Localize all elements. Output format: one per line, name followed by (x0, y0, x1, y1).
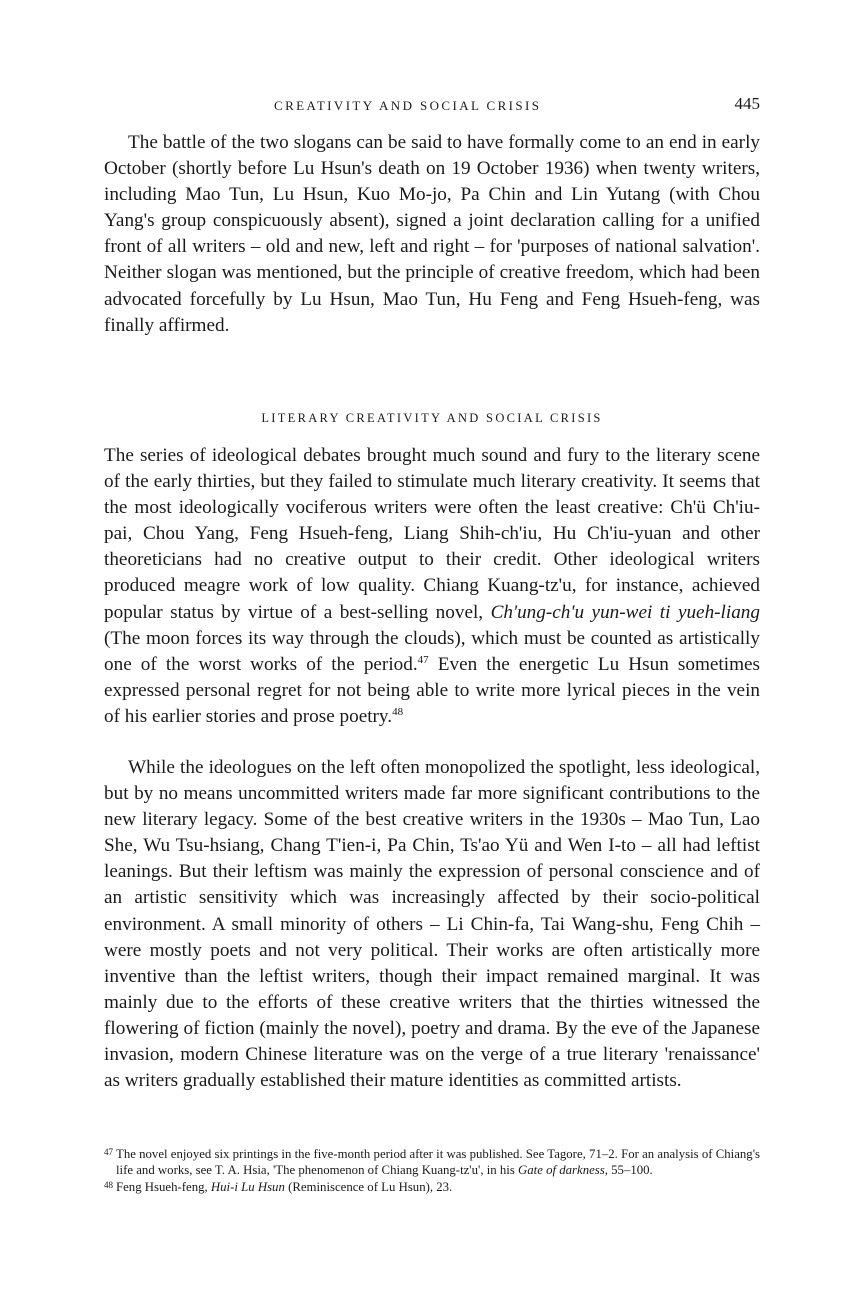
footnote-text: The novel enjoyed six printings in the five-month period after it was published. See Tagore, 71–2. For an analysis of Chiang's life and works, see T. A. Hsia, 'The phenomenon of Chiang Kuang-tz'u', in his (116, 1147, 760, 1177)
paragraph-1: The battle of the two slogans can be said to have formally come to an end in early October (shortly before Lu Hsun's death on 19 October 1936) when twenty writers, including Mao Tun, Lu Hsun, Kuo Mo-jo, Pa Chin and Lin Yutang (with Chou Yang's group conspicuously absent), signed a joint declaration calling for a unified front of all writers – old and new, left and right – for 'purposes of national salvation'. Neither slogan was mentioned, but the principle of creative freedom, which had been advocated forcefully by Lu Hsun, Mao Tun, Hu Feng and Feng Hsueh-feng, was finally affirmed. (104, 132, 760, 336)
page-number: 445 (734, 94, 760, 113)
footnote-text: (Reminiscence of Lu Hsun), 23. (288, 1180, 453, 1194)
footnote-ref-48[interactable]: 48 (392, 705, 404, 718)
footnote-48 (104, 1179, 760, 1195)
novel-title: Ch'ung-ch'u yun-wei ti yueh-liang (490, 601, 760, 623)
footnote-number: 48 (104, 1180, 113, 1190)
paragraph-2-text-a: The series of ideological debates brought much sound and fury to the literary scene of the early thirties, but they failed to stimulate much literary creativity. It seems that the most ideologically vociferous writers were often the least creative: Ch'ü Ch'iu-pai, Chou Yang, Feng Hsueh-feng, Liang Shih-ch'iu, Hu Ch'iu-yuan and other theoreticians had no creative output to their credit. Other ideological writers produced meagre work of low quality. Chiang Kuang-tz'u, for instance, achieved popular status by virtue of a best-selling novel, (104, 445, 760, 623)
footnote-text: Feng Hsueh-feng, (116, 1180, 208, 1194)
footnotes (104, 1146, 760, 1196)
paragraph-3: While the ideologues on the left often monopolized the spotlight, less ideological, but by no means uncommitted writers made far more significant contributions to the new literary legacy. Some of the best creative writers in the 1930s – Mao Tun, Lao She, Wu Tsu-hsiang, Chang T'ien-i, Pa Chin, Ts'ao Yü and Wen I-to – all had leftist leanings. But their leftism was mainly the expression of personal conscience and of an artistic sensitivity which was increasingly affected by their socio-political environment. A small minority of others – Li Chin-fa, Tai Wang-shu, Feng Chih – were mostly poets and not very political. Their works are often artistically more inventive than the leftist writers, though their impact remained marginal. It was mainly due to the efforts of these creative writers that the thirties witnessed the flowering of fiction (mainly the novel), poetry and drama. By the eve of the Japanese invasion, modern Chinese literature was on the verge of a true literary 'renaissance' as writers gradually established their mature identities as committed artists. (104, 757, 760, 1092)
footnote-ref-47[interactable]: 47 (417, 653, 429, 666)
running-head-title: CREATIVITY AND SOCIAL CRISIS (274, 98, 542, 113)
paragraph-2 (104, 443, 760, 730)
footnote-italic-title: Gate of darkness, (518, 1163, 608, 1177)
paragraph-2-text-c: Even the energetic Lu Hsun sometimes expressed personal regret for not being able to write more lyrical pieces in the vein of his earlier stories and prose poetry. (104, 653, 760, 727)
running-head (104, 96, 760, 116)
footnote-text: 55–100. (611, 1163, 653, 1177)
paragraph-2-text-b: (The moon forces its way through the clouds), which must be counted as artistically one of the worst works of the period. (104, 627, 760, 675)
section-heading: LITERARY CREATIVITY AND SOCIAL CRISIS (261, 411, 603, 425)
footnote-number: 47 (104, 1147, 113, 1157)
footnote-47 (104, 1146, 760, 1178)
footnote-italic-title: Hui-i Lu Hsun (210, 1180, 285, 1194)
